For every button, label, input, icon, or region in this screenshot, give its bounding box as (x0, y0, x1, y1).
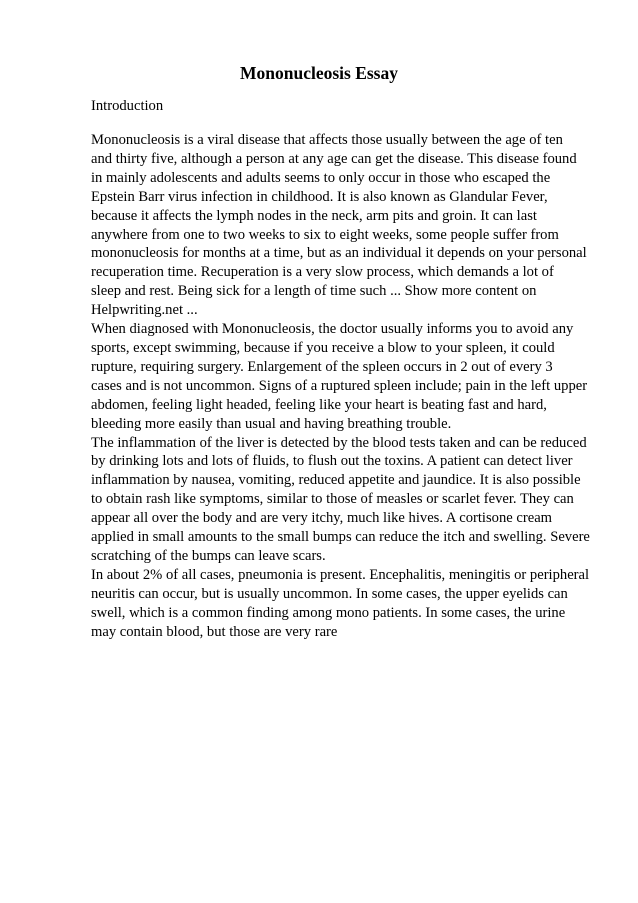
text-line: Helpwriting.net ... (91, 302, 198, 319)
text-line: swell, which is a common finding among mono patients. In some cases, the urine (91, 604, 566, 621)
text-line: When diagnosed with Mononucleosis, the doctor usually informs you to avoid any (91, 321, 574, 338)
text-line: Epstein Barr virus infection in childhood. It is also known as Glandular Fever, (91, 188, 548, 205)
text-line: recuperation time. Recuperation is a very slow process, which demands a lot of (91, 264, 554, 281)
document-title: Mononucleosis Essay (239, 63, 398, 83)
text-line: inflammation by nausea, vomiting, reduced appetite and jaundice. It is also possible (91, 472, 581, 489)
text-line: Mononucleosis is a viral disease that affects those usually between the age of ten (91, 132, 563, 148)
text-line: In about 2% of all cases, pneumonia is present. Encephalitis, meningitis or peripheral (91, 566, 590, 583)
text-line: neuritis can occur, but is usually uncommon. In some cases, the upper eyelids can (91, 585, 568, 602)
text-line: sports, except swimming, because if you receive a blow to your spleen, it could (91, 339, 555, 356)
text-line: scratching of the bumps can leave scars. (91, 547, 326, 564)
section-heading-introduction: Introduction (91, 98, 164, 114)
text-line: appear all over the body and are very itchy, much like hives. A cortisone cream (91, 510, 553, 527)
text-line: cases and is not uncommon. Signs of a ruptured spleen include; pain in the left upper (91, 377, 588, 394)
text-line: bleeding more easily than usual and having breathing trouble. (91, 415, 452, 432)
text-line: to obtain rash like symptoms, similar to those of measles or scarlet fever. They can (91, 491, 574, 508)
text-line: applied in small amounts to the small bumps can reduce the itch and swelling. Severe (91, 529, 590, 546)
text-line: may contain blood, but those are very rare (91, 623, 338, 640)
text-line: by drinking lots and lots of fluids, to flush out the toxins. A patient can detect liver (91, 453, 573, 470)
text-line: abdomen, feeling light headed, feeling like your heart is beating fast and hard, (91, 396, 547, 413)
text-line: sleep and rest. Being sick for a length of time such ... Show more content on (91, 283, 537, 300)
text-line: because it affects the lymph nodes in the neck, arm pits and groin. It can last (91, 207, 537, 224)
essay-body (91, 131, 591, 641)
text-line: mononucleosis for months at a time, but as an individual it depends on your personal (91, 245, 587, 262)
text-line: and thirty five, although a person at any age can get the disease. This disease found (91, 150, 577, 167)
text-line: rupture, requiring surgery. Enlargement of the spleen occurs in 2 out of every 3 (91, 358, 553, 375)
text-line: The inflammation of the liver is detected by the blood tests taken and can be reduced (91, 434, 587, 451)
text-line: in mainly adolescents and adults seems to only occur in those who escaped the (91, 169, 551, 186)
text-line: anywhere from one to two weeks to six to eight weeks, some people suffer from (91, 226, 559, 243)
